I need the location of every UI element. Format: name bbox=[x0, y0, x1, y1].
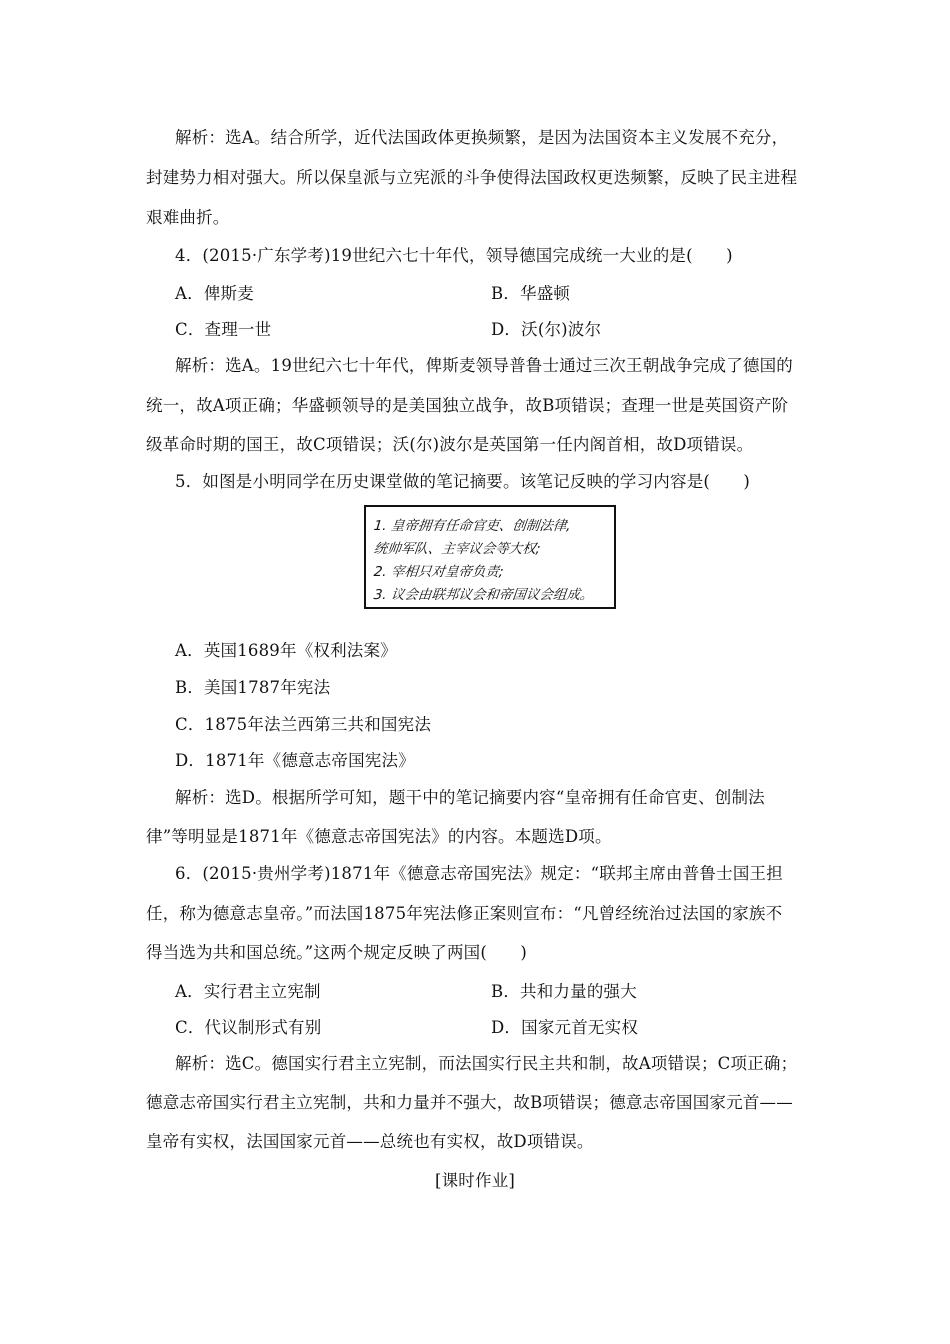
question-4-option-b: B．华盛顿 bbox=[491, 284, 571, 303]
question-5-stem: 5．如图是小明同学在历史课堂做的笔记摘要。该笔记反映的学习内容是( ) bbox=[175, 472, 751, 491]
question-4-analysis-line-3: 级革命时期的国王，故C项错误；沃(尔)波尔是英国第一任内阁首相，故D项错误。 bbox=[146, 435, 754, 454]
handwritten-notes-figure bbox=[364, 505, 616, 609]
question-4-analysis-line-1: 解析：选A。19世纪六七十年代，俾斯麦领导普鲁士通过三次王朝战争完成了德国的 bbox=[175, 356, 794, 375]
question-5-analysis-line-2: 律”等明显是1871年《德意志帝国宪法》的内容。本题选D项。 bbox=[146, 827, 612, 846]
question-6-analysis-line-3: 皇帝有实权，法国国家元首——总统也有实权，故D项错误。 bbox=[146, 1132, 594, 1151]
note-line-1: 1. 皇帝拥有任命官吏、创制法律, bbox=[372, 518, 572, 534]
note-line-4: 3. 议会由联邦议会和帝国议会组成。 bbox=[372, 587, 595, 603]
section-title: [课时作业] bbox=[434, 1171, 516, 1190]
question-5-option-b: B．美国1787年宪法 bbox=[175, 678, 331, 697]
question-4-option-a: A．俾斯麦 bbox=[175, 284, 254, 303]
question-6-analysis-line-2: 德意志帝国实行君主立宪制，共和力量并不强大，故B项错误；德意志帝国国家元首—— bbox=[146, 1093, 793, 1112]
question-4-option-c: C．查理一世 bbox=[175, 320, 272, 339]
question-6-option-a: A．实行君主立宪制 bbox=[175, 982, 321, 1001]
question-5-analysis-line-1: 解析：选D。根据所学可知，题干中的笔记摘要内容“皇帝拥有任命官吏、创制法 bbox=[175, 788, 765, 807]
question-5-option-c: C．1875年法兰西第三共和国宪法 bbox=[175, 715, 432, 734]
question-6-option-b: B．共和力量的强大 bbox=[491, 982, 637, 1001]
question-6-option-c: C．代议制形式有别 bbox=[175, 1018, 322, 1037]
question-5-option-a: A．英国1689年《权利法案》 bbox=[175, 641, 397, 660]
analysis-3-line-1: 解析：选A。结合所学，近代法国政体更换频繁，是因为法国资本主义发展不充分， bbox=[175, 128, 789, 147]
analysis-3-line-3: 艰难曲折。 bbox=[146, 208, 230, 227]
question-4-analysis-line-2: 统一，故A项正确；华盛顿领导的是美国独立战争，故B项错误；查理一世是英国资产阶 bbox=[146, 396, 789, 415]
question-6-stem-line-1: 6．(2015·贵州学考)1871年《德意志帝国宪法》规定：“联邦主席由普鲁士国王担 bbox=[175, 864, 783, 883]
question-5-option-d: D．1871年《德意志帝国宪法》 bbox=[175, 751, 415, 770]
analysis-3-line-2: 封建势力相对强大。所以保皇派与立宪派的斗争使得法国政权更迭频繁，反映了民主进程 bbox=[146, 168, 798, 187]
note-line-2: 统帅军队、主宰议会等大权; bbox=[372, 541, 542, 557]
question-6-stem-line-3: 得当选为共和国总统。”这两个规定反映了两国( ) bbox=[146, 943, 528, 962]
question-6-option-d: D．国家元首无实权 bbox=[491, 1018, 639, 1037]
question-6-stem-line-2: 任，称为德意志皇帝。”而法国1875年宪法修正案则宣布：“凡曾经统治过法国的家族不 bbox=[146, 904, 783, 923]
question-4-stem: 4．(2015·广东学考)19世纪六七十年代，领导德国完成统一大业的是( ) bbox=[175, 246, 733, 265]
question-6-analysis-line-1: 解析：选C。德国实行君主立宪制，而法国实行民主共和制，故A项错误；C项正确； bbox=[175, 1054, 798, 1073]
note-line-3: 2. 宰相只对皇帝负责; bbox=[372, 564, 505, 580]
question-4-option-d: D．沃(尔)波尔 bbox=[491, 320, 602, 339]
